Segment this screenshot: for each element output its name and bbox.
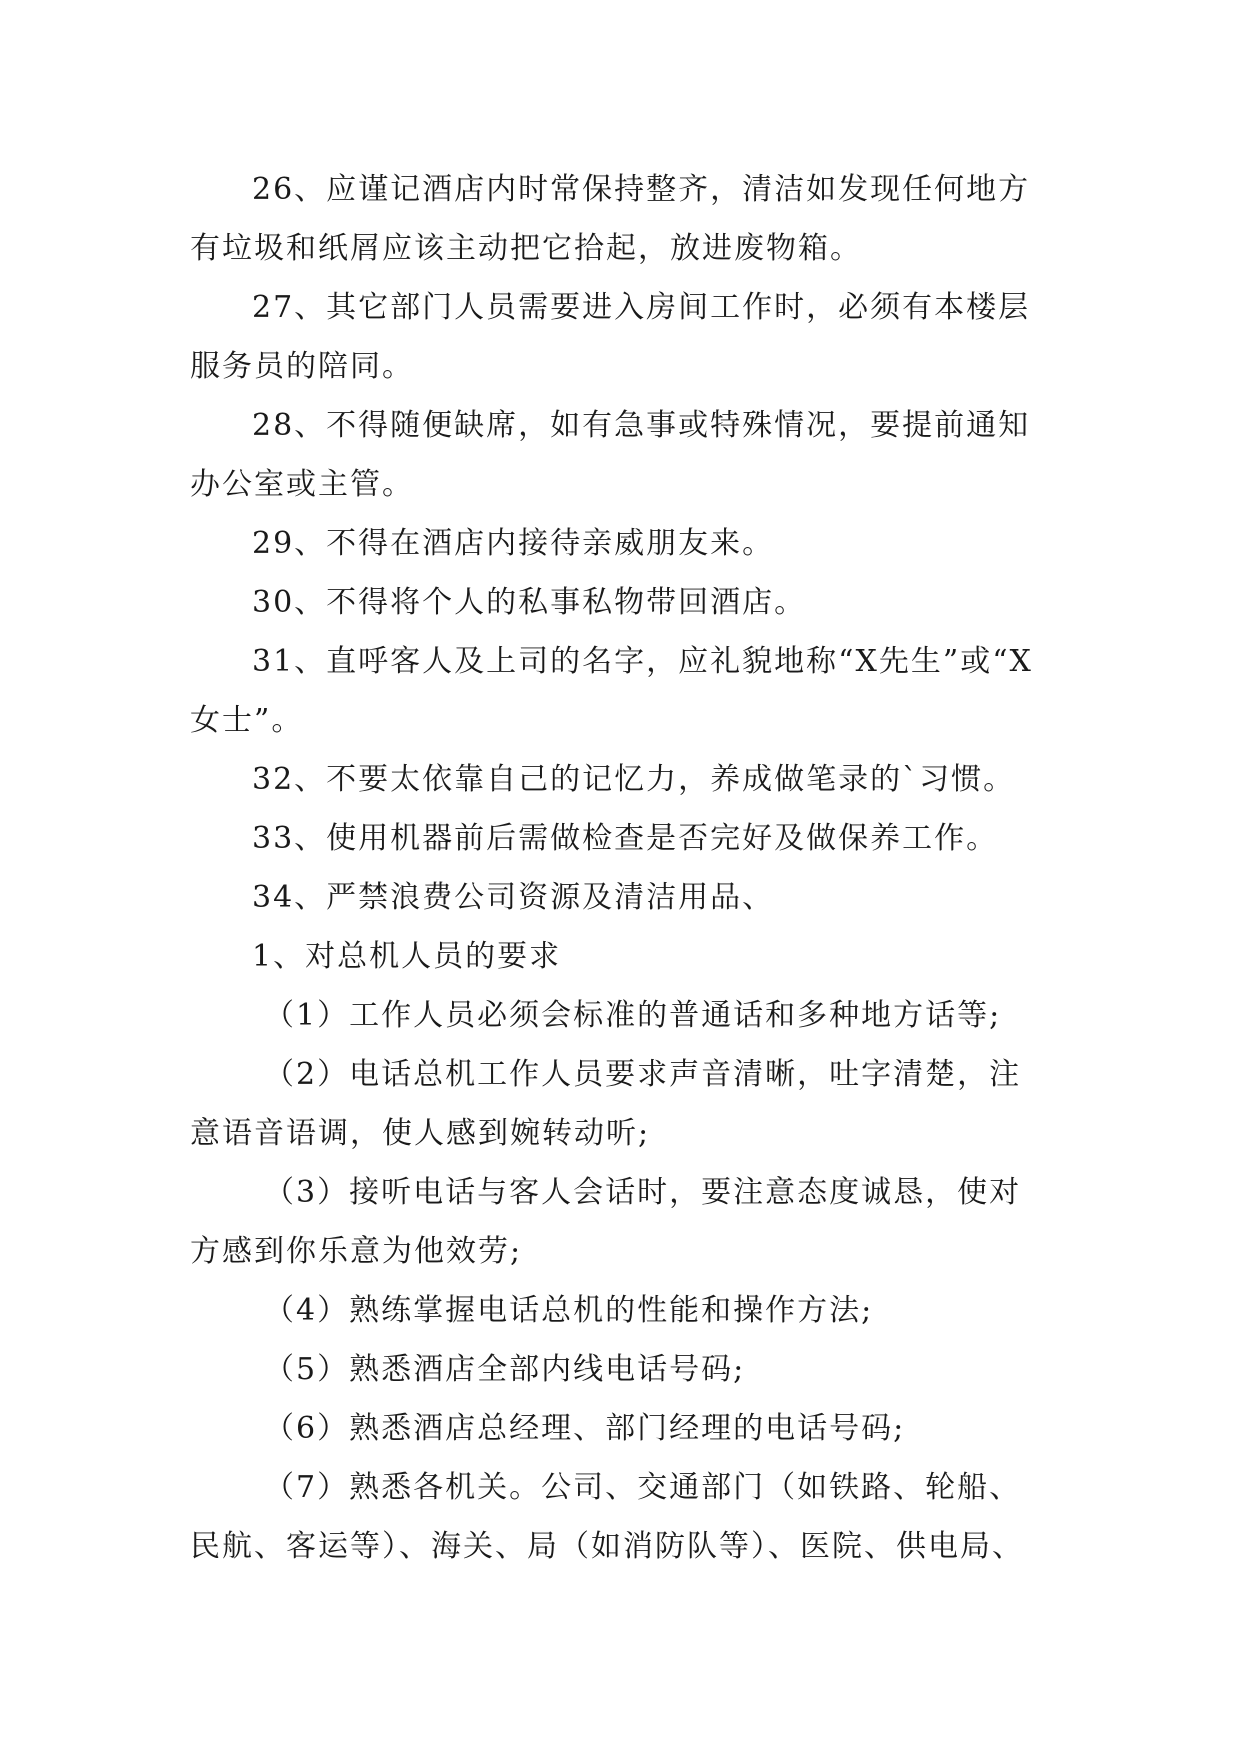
- paragraph-30: 30、不得将个人的私事私物带回酒店。: [252, 585, 807, 620]
- requirement-item-1: （1）工作人员必须会标准的普通话和多种地方话等;: [264, 998, 1002, 1033]
- paragraph-29: 29、不得在酒店内接待亲威朋友来。: [252, 526, 775, 561]
- paragraph-28: 28、不得随便缺席，如有急事或特殊情况，要提前通知办公室或主管。: [190, 408, 1031, 502]
- requirement-item-4: （4）熟练掌握电话总机的性能和操作方法;: [264, 1293, 874, 1328]
- requirement-item-5: （5）熟悉酒店全部内线电话号码;: [264, 1352, 746, 1387]
- section-heading: 1、对总机人员的要求: [252, 939, 562, 974]
- paragraph-34: 34、严禁浪费公司资源及清洁用品、: [252, 880, 775, 915]
- requirement-item-7: （7）熟悉各机关。公司、交通部门（如铁路、轮船、民航、客运等）、海关、局（如消防队等）、医院、供电局、: [190, 1470, 1024, 1564]
- paragraph-33: 33、使用机器前后需做检查是否完好及做保养工作。: [252, 821, 999, 856]
- requirement-item-3: （3）接听电话与客人会话时，要注意态度诚恳，使对方感到你乐意为他效劳;: [190, 1175, 1022, 1269]
- requirement-item-2: （2）电话总机工作人员要求声音清晰，吐字清楚，注意语音语调，使人感到婉转动听;: [190, 1057, 1022, 1151]
- paragraph-32: 32、不要太依靠自己的记忆力，养成做笔录的`习惯。: [252, 762, 1016, 797]
- paragraph-26: 26、应谨记酒店内时常保持整齐，清洁如发现任何地方有垃圾和纸屑应该主动把它拾起，放进废物箱。: [190, 172, 1031, 266]
- paragraph-27: 27、其它部门人员需要进入房间工作时，必须有本楼层服务员的陪同。: [190, 290, 1031, 384]
- paragraph-31: 31、直呼客人及上司的名字，应礼貌地称“X先生”或“X女士”。: [190, 644, 1033, 738]
- requirement-item-6: （6）熟悉酒店总经理、部门经理的电话号码;: [264, 1411, 906, 1446]
- document-body: [190, 160, 1050, 1576]
